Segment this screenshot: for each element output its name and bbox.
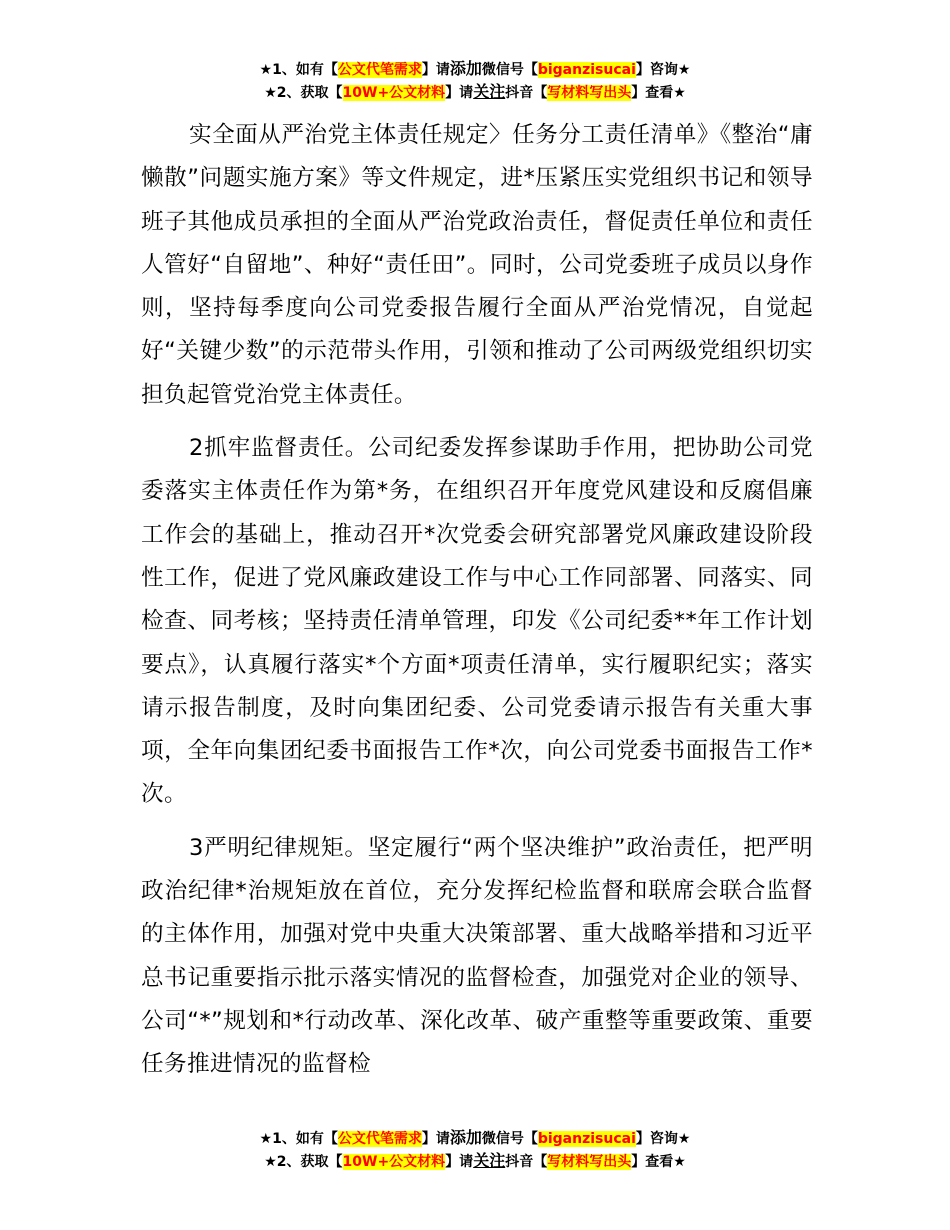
banner-text: ★1、如有【 <box>259 62 338 78</box>
banner-emphasis: 关注 <box>473 82 506 101</box>
banner-text: 微信号【 <box>481 1131 538 1147</box>
highlight-wechat-id: biganzisucai <box>537 62 636 78</box>
banner-line-2 <box>0 81 950 104</box>
banner-text: 】请 <box>445 1154 474 1170</box>
highlight-ghostwriting: 公文代笔需求 <box>337 62 422 78</box>
banner-line-1 <box>0 58 950 81</box>
banner-text: ★2、获取【 <box>264 1154 343 1170</box>
banner-text: 】查看★ <box>631 1154 686 1170</box>
banner-text: 】请 <box>445 85 474 101</box>
banner-line-2 <box>0 1150 950 1173</box>
highlight-wechat-id: biganzisucai <box>537 1131 636 1147</box>
paragraph: 2抓牢监督责任。公司纪委发挥参谋助手作用，把协助公司党委落实主体责任作为第*务，在组织召开年度党风建设和反腐倡廉工作会的基础上，推动召开*次党委会研究部署党风廉政建设阶段性工作，促进了党风廉政建设工作与中心工作同部署、同落实、同检查、同考核；坚持责任清单管理，印发《公司纪委**年工作计划要点》，认真履行落实*个方面*项责任清单，实行履职纪实；落实请示报告制度，及时向集团纪委、公司党委请示报告有关重大事项，全年向集团纪委书面报告工作*次，向公司党委书面报告工作*次。 <box>141 435 813 808</box>
banner-text: 微信号【 <box>481 62 538 78</box>
footer-banner <box>0 1127 950 1173</box>
banner-emphasis: 添加 <box>449 59 482 78</box>
banner-text: 】咨询★ <box>635 1131 691 1147</box>
paragraph: 实全面从严治党主体责任规定〉任务分工责任清单》《整治“庸懒散”问题实施方案》等文件规定，进*压紧压实党组织书记和领导班子其他成员承担的全面从严治党政治责任，督促责任单位和责任人管好“自留地”、种好“责任田”。同时，公司党委班子成员以身作则，坚持每季度向公司党委报告履行全面从严治党情况，自觉起好“关键少数”的示范带头作用，引领和推动了公司两级党组织切实担负起管党治党主体责任。 <box>141 122 813 408</box>
highlight-ghostwriting: 公文代笔需求 <box>337 1131 422 1147</box>
banner-text: 抖音【 <box>505 85 548 101</box>
highlight-douyin: 写材料写出头 <box>547 85 632 101</box>
banner-text: 】咨询★ <box>635 62 691 78</box>
highlight-douyin: 写材料写出头 <box>547 1154 632 1170</box>
banner-text: ★1、如有【 <box>259 1131 338 1147</box>
document-body <box>141 114 813 1097</box>
banner-line-1 <box>0 1127 950 1150</box>
banner-text: 】查看★ <box>631 85 686 101</box>
highlight-materials: 10W+公文材料 <box>342 85 446 101</box>
banner-text: 】请 <box>421 1131 450 1147</box>
highlight-materials: 10W+公文材料 <box>342 1154 446 1170</box>
banner-emphasis: 添加 <box>449 1128 482 1147</box>
banner-emphasis: 关注 <box>473 1151 506 1170</box>
header-banner <box>0 58 950 104</box>
banner-text: 】请 <box>421 62 450 78</box>
banner-text: ★2、获取【 <box>264 85 343 101</box>
paragraph: 3严明纪律规矩。坚定履行“两个坚决维护”政治责任，把严明政治纪律*治规矩放在首位，充分发挥纪检监督和联席会联合监督的主体作用，加强对党中央重大决策部署、重大战略举措和习近平总书记重要指示批示落实情况的监督检查，加强党对企业的领导、公司“*”规划和*行动改革、深化改革、破产重整等重要政策、重要任务推进情况的监督检 <box>141 834 813 1078</box>
banner-text: 抖音【 <box>505 1154 548 1170</box>
